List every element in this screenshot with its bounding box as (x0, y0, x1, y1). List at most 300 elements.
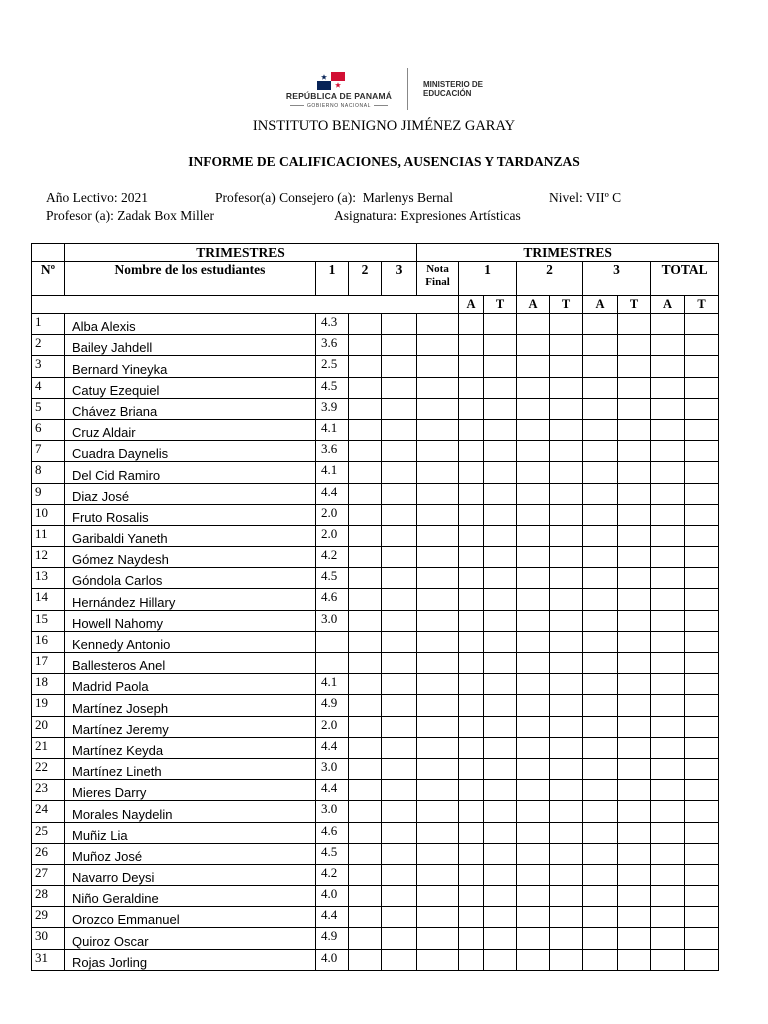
attendance-cell (685, 886, 719, 907)
grade-trimester-3 (382, 335, 417, 356)
attendance-cell (459, 462, 484, 483)
attendance-cell (651, 525, 685, 546)
attendance-cell (550, 483, 583, 504)
attendance-cell (550, 886, 583, 907)
attendance-cell (685, 780, 719, 801)
header-at-blank (32, 296, 459, 314)
attendance-cell (459, 377, 484, 398)
institute-name: INSTITUTO BENIGNO JIMÉNEZ GARAY (252, 118, 516, 134)
attendance-cell (550, 801, 583, 822)
attendance-cell (651, 928, 685, 949)
header-attendance-1: 1 (459, 262, 517, 296)
grade-trimester-3 (382, 568, 417, 589)
attendance-cell (618, 483, 651, 504)
attendance-cell (484, 314, 517, 335)
grade-trimester-3 (382, 547, 417, 568)
attendance-cell (685, 525, 719, 546)
attendance-cell (550, 568, 583, 589)
nota-final-cell (417, 356, 459, 377)
student-name: Del Cid Ramiro (65, 462, 316, 483)
grade-trimester-3 (382, 864, 417, 885)
attendance-cell (685, 843, 719, 864)
attendance-cell (517, 864, 550, 885)
attendance-cell (550, 419, 583, 440)
header-attendance-2: 2 (517, 262, 583, 296)
panama-flag-icon (317, 72, 345, 90)
gobierno-text: GOBIERNO NACIONAL (269, 103, 409, 109)
attendance-cell (583, 631, 618, 652)
attendance-cell (517, 335, 550, 356)
attendance-cell (583, 737, 618, 758)
row-number: 3 (32, 356, 65, 377)
grade-trimester-3 (382, 356, 417, 377)
attendance-cell (517, 610, 550, 631)
table-row (32, 801, 719, 822)
grade-trimester-1: 2.5 (316, 356, 349, 377)
nota-final-cell (417, 398, 459, 419)
attendance-cell (484, 377, 517, 398)
attendance-cell (550, 462, 583, 483)
row-number: 21 (32, 737, 65, 758)
header-attendance-3: 3 (583, 262, 651, 296)
attendance-cell (618, 695, 651, 716)
attendance-cell (550, 525, 583, 546)
row-number: 14 (32, 589, 65, 610)
nota-final-cell (417, 610, 459, 631)
attendance-cell (618, 568, 651, 589)
ministerio-line-2: EDUCACIÓN (423, 89, 472, 98)
student-name: Rojas Jorling (65, 949, 316, 970)
attendance-cell (517, 716, 550, 737)
grade-trimester-1 (316, 653, 349, 674)
header-trimestres-right: TRIMESTRES (417, 244, 719, 262)
attendance-cell (651, 589, 685, 610)
attendance-cell (459, 758, 484, 779)
attendance-cell (517, 504, 550, 525)
attendance-cell (484, 949, 517, 970)
grade-trimester-3 (382, 631, 417, 652)
nota-final-cell (417, 589, 459, 610)
attendance-cell (685, 483, 719, 504)
attendance-cell (618, 949, 651, 970)
republica-text: REPÚBLICA DE PANAMÁ (285, 91, 393, 101)
attendance-cell (517, 631, 550, 652)
table-row (32, 525, 719, 546)
grade-trimester-1: 4.4 (316, 907, 349, 928)
row-number: 29 (32, 907, 65, 928)
attendance-cell (618, 314, 651, 335)
attendance-cell (517, 758, 550, 779)
attendance-cell (484, 356, 517, 377)
attendance-cell (459, 822, 484, 843)
attendance-cell (550, 780, 583, 801)
grade-trimester-1: 3.0 (316, 610, 349, 631)
student-name: Góndola Carlos (65, 568, 316, 589)
grade-trimester-1: 3.6 (316, 335, 349, 356)
attendance-cell (484, 780, 517, 801)
student-name: Muñoz José (65, 843, 316, 864)
attendance-cell (459, 568, 484, 589)
attendance-cell (618, 801, 651, 822)
nota-final-cell (417, 504, 459, 525)
student-name: Martínez Keyda (65, 737, 316, 758)
grade-trimester-2 (349, 462, 382, 483)
table-row (32, 758, 719, 779)
attendance-cell (583, 610, 618, 631)
grade-trimester-3 (382, 928, 417, 949)
table-row (32, 716, 719, 737)
attendance-cell (651, 314, 685, 335)
attendance-cell (685, 356, 719, 377)
student-name: Kennedy Antonio (65, 631, 316, 652)
attendance-cell (618, 864, 651, 885)
nota-final-cell (417, 843, 459, 864)
grade-trimester-3 (382, 589, 417, 610)
nota-final-cell (417, 462, 459, 483)
attendance-cell (583, 441, 618, 462)
attendance-cell (484, 758, 517, 779)
grade-trimester-2 (349, 398, 382, 419)
attendance-cell (459, 949, 484, 970)
attendance-cell (459, 716, 484, 737)
table-row (32, 928, 719, 949)
header-no: Nº (32, 262, 65, 296)
attendance-cell (618, 716, 651, 737)
grade-trimester-1: 3.6 (316, 441, 349, 462)
attendance-cell (651, 441, 685, 462)
grade-trimester-1: 4.1 (316, 419, 349, 440)
nota-final-cell (417, 631, 459, 652)
attendance-cell (459, 589, 484, 610)
attendance-cell (685, 547, 719, 568)
attendance-cell (550, 610, 583, 631)
table-row (32, 547, 719, 568)
grade-trimester-2 (349, 356, 382, 377)
grade-trimester-3 (382, 314, 417, 335)
attendance-cell (484, 525, 517, 546)
attendance-cell (459, 737, 484, 758)
attendance-cell (550, 822, 583, 843)
attendance-cell (484, 674, 517, 695)
attendance-cell (484, 822, 517, 843)
attendance-cell (517, 653, 550, 674)
row-number: 18 (32, 674, 65, 695)
student-name: Garibaldi Yaneth (65, 525, 316, 546)
attendance-cell (583, 886, 618, 907)
attendance-cell (651, 674, 685, 695)
attendance-cell (618, 462, 651, 483)
ministerio-line-1: MINISTERIO DE (423, 80, 484, 89)
grade-trimester-2 (349, 886, 382, 907)
attendance-cell (517, 822, 550, 843)
grade-trimester-1: 4.5 (316, 377, 349, 398)
grade-trimester-3 (382, 462, 417, 483)
table-row (32, 398, 719, 419)
grade-trimester-3 (382, 695, 417, 716)
ministry-logo (253, 64, 515, 114)
grade-trimester-1: 4.4 (316, 483, 349, 504)
grade-trimester-2 (349, 610, 382, 631)
attendance-cell (583, 314, 618, 335)
table-row (32, 335, 719, 356)
student-name: Martínez Jeremy (65, 716, 316, 737)
attendance-cell (685, 928, 719, 949)
student-name: Bernard Yineyka (65, 356, 316, 377)
header-nota-final: Nota Final (417, 262, 459, 296)
grade-trimester-1: 4.1 (316, 674, 349, 695)
attendance-cell (517, 419, 550, 440)
grade-trimester-2 (349, 822, 382, 843)
row-number: 31 (32, 949, 65, 970)
table-row (32, 483, 719, 504)
attendance-cell (583, 843, 618, 864)
grade-trimester-2 (349, 441, 382, 462)
header-t-total: T (685, 296, 719, 314)
student-name: Chávez Briana (65, 398, 316, 419)
attendance-cell (459, 504, 484, 525)
header-student-name: Nombre de los estudiantes (65, 262, 316, 296)
attendance-cell (550, 377, 583, 398)
attendance-cell (484, 398, 517, 419)
grade-trimester-3 (382, 441, 417, 462)
attendance-cell (618, 504, 651, 525)
attendance-cell (459, 314, 484, 335)
attendance-cell (618, 674, 651, 695)
grade-trimester-1: 4.0 (316, 886, 349, 907)
grade-trimester-1 (316, 631, 349, 652)
attendance-cell (459, 419, 484, 440)
attendance-cell (517, 568, 550, 589)
table-row (32, 568, 719, 589)
grade-trimester-2 (349, 631, 382, 652)
attendance-cell (583, 780, 618, 801)
attendance-cell (685, 610, 719, 631)
attendance-cell (583, 568, 618, 589)
attendance-cell (459, 928, 484, 949)
nota-final-cell (417, 928, 459, 949)
grade-trimester-2 (349, 843, 382, 864)
row-number: 22 (32, 758, 65, 779)
grade-trimester-2 (349, 419, 382, 440)
attendance-cell (685, 822, 719, 843)
attendance-cell (484, 695, 517, 716)
attendance-cell (484, 864, 517, 885)
attendance-cell (550, 504, 583, 525)
attendance-cell (550, 843, 583, 864)
nota-final-cell (417, 737, 459, 758)
grade-trimester-3 (382, 737, 417, 758)
student-name: Bailey Jahdell (65, 335, 316, 356)
attendance-cell (484, 737, 517, 758)
attendance-cell (583, 949, 618, 970)
attendance-cell (618, 356, 651, 377)
table-row (32, 419, 719, 440)
student-name: Niño Geraldine (65, 886, 316, 907)
ministerio-text (423, 80, 513, 98)
subject-name: Asignatura: Expresiones Artísticas (334, 208, 521, 223)
nota-final-cell (417, 525, 459, 546)
grade-trimester-3 (382, 907, 417, 928)
attendance-cell (517, 547, 550, 568)
attendance-cell (651, 419, 685, 440)
attendance-cell (550, 674, 583, 695)
header-trimestres-left: TRIMESTRES (65, 244, 417, 262)
header-trimester-3: 3 (382, 262, 417, 296)
attendance-cell (685, 737, 719, 758)
row-number: 17 (32, 653, 65, 674)
attendance-cell (651, 462, 685, 483)
attendance-cell (517, 441, 550, 462)
attendance-cell (459, 441, 484, 462)
grade-trimester-2 (349, 568, 382, 589)
student-name: Catuy Ezequiel (65, 377, 316, 398)
grade-trimester-2 (349, 314, 382, 335)
attendance-cell (651, 907, 685, 928)
attendance-cell (517, 907, 550, 928)
grade-trimester-3 (382, 483, 417, 504)
table-row (32, 441, 719, 462)
table-row (32, 653, 719, 674)
attendance-cell (618, 610, 651, 631)
row-number: 24 (32, 801, 65, 822)
grade-trimester-3 (382, 949, 417, 970)
attendance-cell (459, 610, 484, 631)
attendance-cell (618, 843, 651, 864)
table-row (32, 695, 719, 716)
student-name: Hernández Hillary (65, 589, 316, 610)
attendance-cell (517, 462, 550, 483)
student-name: Diaz José (65, 483, 316, 504)
attendance-cell (685, 504, 719, 525)
attendance-cell (583, 377, 618, 398)
attendance-cell (517, 314, 550, 335)
attendance-cell (651, 483, 685, 504)
teacher-name: Profesor (a): Zadak Box Miller (46, 208, 214, 223)
grade-trimester-3 (382, 716, 417, 737)
attendance-cell (550, 631, 583, 652)
grade-trimester-3 (382, 822, 417, 843)
grade-trimester-3 (382, 843, 417, 864)
attendance-cell (651, 504, 685, 525)
attendance-cell (618, 419, 651, 440)
grade-trimester-1: 2.0 (316, 525, 349, 546)
attendance-cell (484, 801, 517, 822)
row-number: 11 (32, 525, 65, 546)
attendance-cell (685, 631, 719, 652)
grade-trimester-1: 2.0 (316, 504, 349, 525)
row-number: 1 (32, 314, 65, 335)
table-row (32, 886, 719, 907)
nota-final-cell (417, 864, 459, 885)
row-number: 10 (32, 504, 65, 525)
attendance-cell (517, 674, 550, 695)
attendance-cell (651, 780, 685, 801)
attendance-cell (618, 653, 651, 674)
header-a-3: A (583, 296, 618, 314)
nota-final-cell (417, 886, 459, 907)
attendance-cell (685, 377, 719, 398)
attendance-cell (651, 758, 685, 779)
grade-trimester-2 (349, 335, 382, 356)
row-number: 13 (32, 568, 65, 589)
attendance-cell (550, 547, 583, 568)
row-number: 19 (32, 695, 65, 716)
attendance-cell (459, 547, 484, 568)
attendance-cell (685, 568, 719, 589)
table-row (32, 674, 719, 695)
row-number: 15 (32, 610, 65, 631)
attendance-cell (583, 928, 618, 949)
table-row (32, 907, 719, 928)
attendance-cell (517, 886, 550, 907)
grade-trimester-2 (349, 907, 382, 928)
nota-final-cell (417, 822, 459, 843)
grade-trimester-3 (382, 610, 417, 631)
attendance-cell (618, 335, 651, 356)
attendance-cell (550, 758, 583, 779)
nota-final-cell (417, 314, 459, 335)
grade-trimester-2 (349, 589, 382, 610)
attendance-cell (651, 377, 685, 398)
attendance-cell (685, 589, 719, 610)
table-row (32, 949, 719, 970)
nota-final-cell (417, 653, 459, 674)
grade-trimester-3 (382, 377, 417, 398)
attendance-cell (459, 674, 484, 695)
header-a-2: A (517, 296, 550, 314)
attendance-cell (618, 928, 651, 949)
attendance-cell (484, 610, 517, 631)
attendance-cell (550, 695, 583, 716)
grade-trimester-2 (349, 780, 382, 801)
attendance-cell (685, 674, 719, 695)
row-number: 7 (32, 441, 65, 462)
attendance-cell (583, 589, 618, 610)
attendance-cell (517, 949, 550, 970)
attendance-cell (651, 716, 685, 737)
attendance-cell (651, 398, 685, 419)
logo-divider (407, 68, 408, 110)
header-row-groups (32, 244, 719, 262)
grade-trimester-1: 4.5 (316, 568, 349, 589)
attendance-cell (651, 335, 685, 356)
attendance-cell (685, 335, 719, 356)
nota-final-cell (417, 758, 459, 779)
table-row (32, 631, 719, 652)
attendance-cell (550, 907, 583, 928)
nota-final-cell (417, 568, 459, 589)
attendance-cell (651, 356, 685, 377)
table-row (32, 314, 719, 335)
header-t-1: T (484, 296, 517, 314)
student-name: Mieres Darry (65, 780, 316, 801)
attendance-cell (517, 377, 550, 398)
attendance-cell (583, 356, 618, 377)
attendance-cell (618, 589, 651, 610)
grade-trimester-1: 2.0 (316, 716, 349, 737)
attendance-cell (618, 377, 651, 398)
attendance-cell (484, 886, 517, 907)
grade-trimester-1: 4.0 (316, 949, 349, 970)
grade-trimester-2 (349, 758, 382, 779)
grade-trimester-2 (349, 547, 382, 568)
attendance-cell (484, 462, 517, 483)
grade-trimester-1: 4.4 (316, 737, 349, 758)
grade-trimester-1: 4.2 (316, 864, 349, 885)
attendance-cell (484, 441, 517, 462)
nota-final-cell (417, 716, 459, 737)
grade-trimester-3 (382, 801, 417, 822)
